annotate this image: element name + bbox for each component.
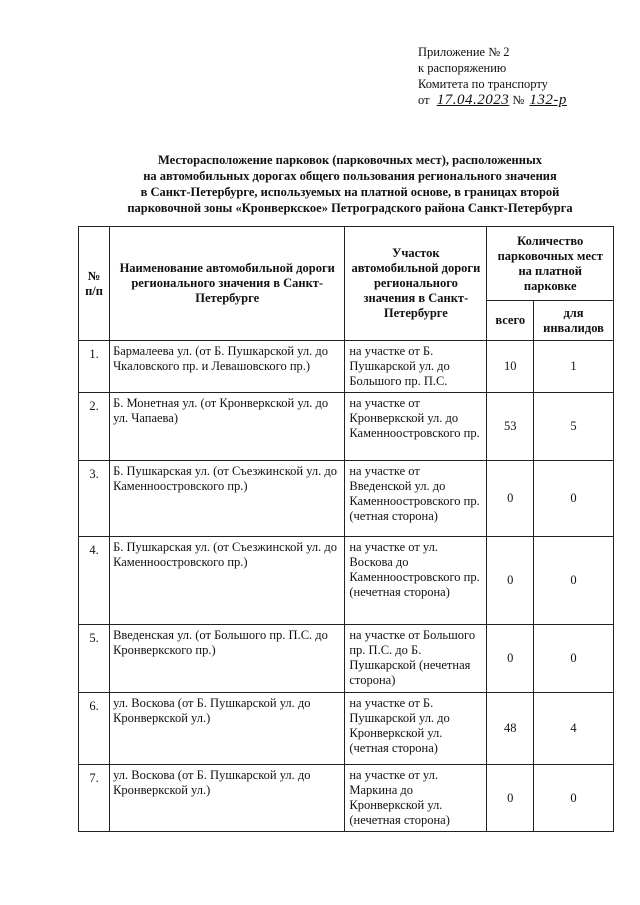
row-num: 2. [79,393,110,461]
title-line: в Санкт-Петербурге, используемых на платной основе, в границах второй [140,185,560,199]
appendix-order-label: к распоряжению [418,61,507,75]
number-sign: № [512,93,525,107]
appendix-committee: Комитета по транспорту [418,77,548,91]
table-row [79,765,614,832]
header-count: Количество парковочных мест на платной парковке [487,227,614,301]
appendix-date-line [418,92,567,108]
header-section: Участок автомобильной дороги регионального значения в Санкт-Петербурге [345,227,487,341]
table-row [79,393,614,461]
header-disabled: для инвалидов [534,301,614,341]
row-num: 7. [79,765,110,832]
row-disabled: 0 [534,765,614,832]
date-prefix: от [418,93,430,107]
appendix-block [418,44,567,108]
table-row [79,537,614,625]
title-line: парковочной зоны «Кронверкское» Петроградского района Санкт-Петербурга [127,201,573,215]
row-road: ул. Воскова (от Б. Пушкарской ул. до Кронверкской ул.) [110,693,345,765]
row-section: на участке от ул. Маркина до Кронверкской ул. (нечетная сторона) [345,765,487,832]
table-row [79,625,614,693]
row-num: 3. [79,461,110,537]
row-num: 5. [79,625,110,693]
table-row [79,461,614,537]
row-section: на участке от ул. Воскова до Каменноостровского пр. (нечетная сторона) [345,537,487,625]
parking-table [78,226,614,832]
row-road: ул. Воскова (от Б. Пушкарской ул. до Кронверкской ул.) [110,765,345,832]
row-total: 53 [487,393,534,461]
row-total: 0 [487,461,534,537]
row-section: на участке от Кронверкской ул. до Каменноостровского пр. [345,393,487,461]
row-disabled: 1 [534,341,614,393]
table-row [79,341,614,393]
row-road: Введенская ул. (от Большого пр. П.С. до Кронверкского пр.) [110,625,345,693]
row-total: 10 [487,341,534,393]
row-road: Б. Пушкарская ул. (от Съезжинской ул. до Каменноостровского пр.) [110,537,345,625]
row-disabled: 5 [534,393,614,461]
row-disabled: 0 [534,625,614,693]
handwritten-date: 17.04.2023 [436,92,510,108]
row-total: 48 [487,693,534,765]
title-line: Месторасположение парковок (парковочных мест), расположенных [158,153,542,167]
table-row [79,693,614,765]
row-total: 0 [487,537,534,625]
row-num: 1. [79,341,110,393]
header-num: № п/п [79,227,110,341]
row-section: на участке от Введенской ул. до Каменноостровского пр. (четная сторона) [345,461,487,537]
row-num: 6. [79,693,110,765]
row-section: на участке от Б. Пушкарской ул. до Кронверкской ул. (четная сторона) [345,693,487,765]
appendix-title: Приложение № 2 [418,45,510,59]
row-section: на участке от Большого пр. П.С. до Б. Пушкарской (нечетная сторона) [345,625,487,693]
row-road: Бармалеева ул. (от Б. Пушкарской ул. до Чкаловского пр. и Левашовского пр.) [110,341,345,393]
row-section: на участке от Б. Пушкарской ул. до Большого пр. П.С. [345,341,487,393]
row-num: 4. [79,537,110,625]
header-road: Наименование автомобильной дороги регионального значения в Санкт-Петербурге [110,227,345,341]
row-road: Б. Пушкарская ул. (от Съезжинской ул. до Каменноостровского пр.) [110,461,345,537]
row-total: 0 [487,625,534,693]
header-total: всего [487,301,534,341]
row-road: Б. Монетная ул. (от Кронверкской ул. до ул. Чапаева) [110,393,345,461]
handwritten-number: 132-р [529,92,567,108]
row-disabled: 0 [534,461,614,537]
row-disabled: 4 [534,693,614,765]
row-disabled: 0 [534,537,614,625]
document-title [70,152,630,216]
title-line: на автомобильных дорогах общего пользования регионального значения [143,169,557,183]
row-total: 0 [487,765,534,832]
